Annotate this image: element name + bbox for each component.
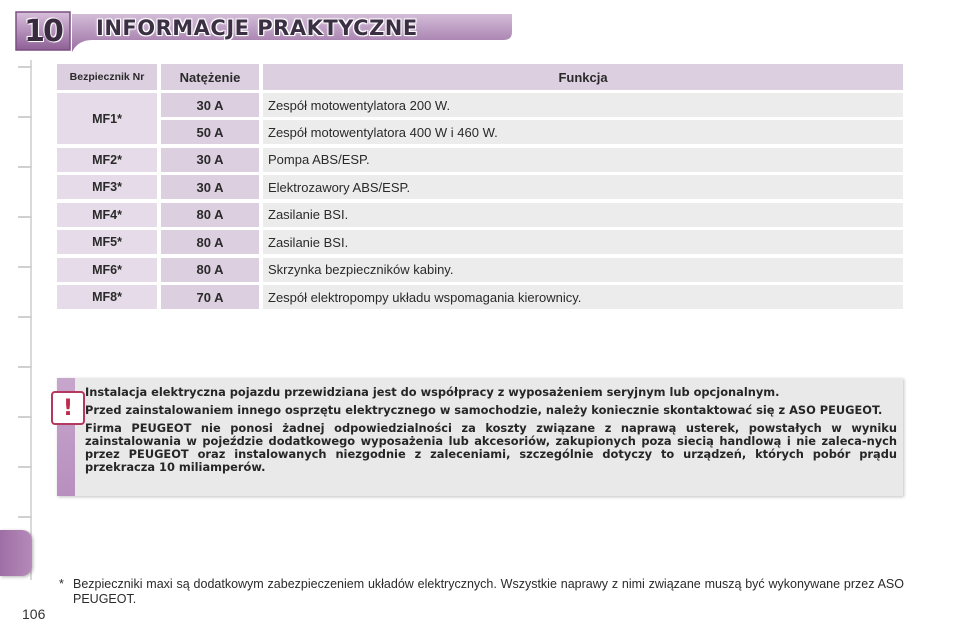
table-row [57,285,903,309]
warning-paragraph: Instalacja elektryczna pojazdu przewidziana jest do współpracy z wyposażeniem seryjnym lub opcjonalnym. [85,385,780,399]
chapter-tab-rail [0,60,34,580]
table-header-row [57,64,903,90]
footnote [59,577,904,607]
header-fuse-no: Bezpiecznik Nr [57,64,157,90]
rating-cell: 70 A [161,285,259,309]
table-row-group-mf1 [57,93,903,144]
function-cell: Zespół motowentylatora 200 W. [263,93,903,117]
function-cell: Pompa ABS/ESP. [263,148,903,172]
table-row [57,175,903,199]
rating-cell: 50 A [161,120,259,144]
rating-cell: 30 A [161,93,259,117]
table-row [57,203,903,227]
function-cell: Zasilanie BSI. [263,203,903,227]
page-title: INFORMACJE PRAKTYCZNE [96,16,418,40]
warning-paragraph: Przed zainstalowaniem innego osprzętu elektrycznego w samochodzie, należy koniecznie skontaktować się z ASO PEUGEOT. [85,403,883,417]
fuse-cell: MF5* [57,230,157,254]
chapter-badge [12,8,74,54]
fuse-cell: MF1* [57,93,157,144]
warning-text [85,386,897,479]
fuse-cell: MF8* [57,285,157,309]
fuse-cell: MF4* [57,203,157,227]
rating-cell: 80 A [161,203,259,227]
rating-cell: 80 A [161,230,259,254]
warning-box [57,378,903,496]
footnote-marker: * [59,577,64,591]
fuse-table [57,64,903,313]
function-cell: Zespół motowentylatora 400 W i 460 W. [263,120,903,144]
footnote-text: Bezpieczniki maxi są dodatkowym zabezpieczeniem układów elektrycznych. Wszystkie naprawy z nimi związane muszą być wykonywane przez ASO PEUGEOT. [73,577,904,606]
warning-icon: ! [51,391,85,425]
function-cell: Elektrozawory ABS/ESP. [263,175,903,199]
rating-cell: 30 A [161,148,259,172]
chapter-number: 10 [24,13,62,49]
table-row [57,230,903,254]
warning-paragraph: Firma PEUGEOT nie ponosi żadnej odpowiedzialności za koszty związane z naprawą usterek, powstałych w wyniku zainstalowania w pojeździe dodatkowego wyposażenia lub akcesoriów, zakupionych poza siecią handlową i nie zaleca-nych przez PEUGEOT oraz instalowanych niezgodnie z zaleceniami, szczególnie dotyczy to urządzeń, których pobór prądu przekracza 10 miliamperów. [85,421,897,474]
active-chapter-tab[interactable] [0,530,32,576]
table-row [57,148,903,172]
rating-cell: 30 A [161,175,259,199]
fuse-cell: MF3* [57,175,157,199]
function-cell: Zasilanie BSI. [263,230,903,254]
table-row [161,93,903,117]
page-number: 106 [22,606,46,622]
header-rating: Natężenie [161,64,259,90]
rating-cell: 80 A [161,258,259,282]
header-function: Funkcja [263,64,903,90]
table-row [57,258,903,282]
fuse-cell: MF2* [57,148,157,172]
function-cell: Zespół elektropompy układu wspomagania kierownicy. [263,285,903,309]
table-row [161,120,903,144]
function-cell: Skrzynka bezpieczników kabiny. [263,258,903,282]
fuse-cell: MF6* [57,258,157,282]
